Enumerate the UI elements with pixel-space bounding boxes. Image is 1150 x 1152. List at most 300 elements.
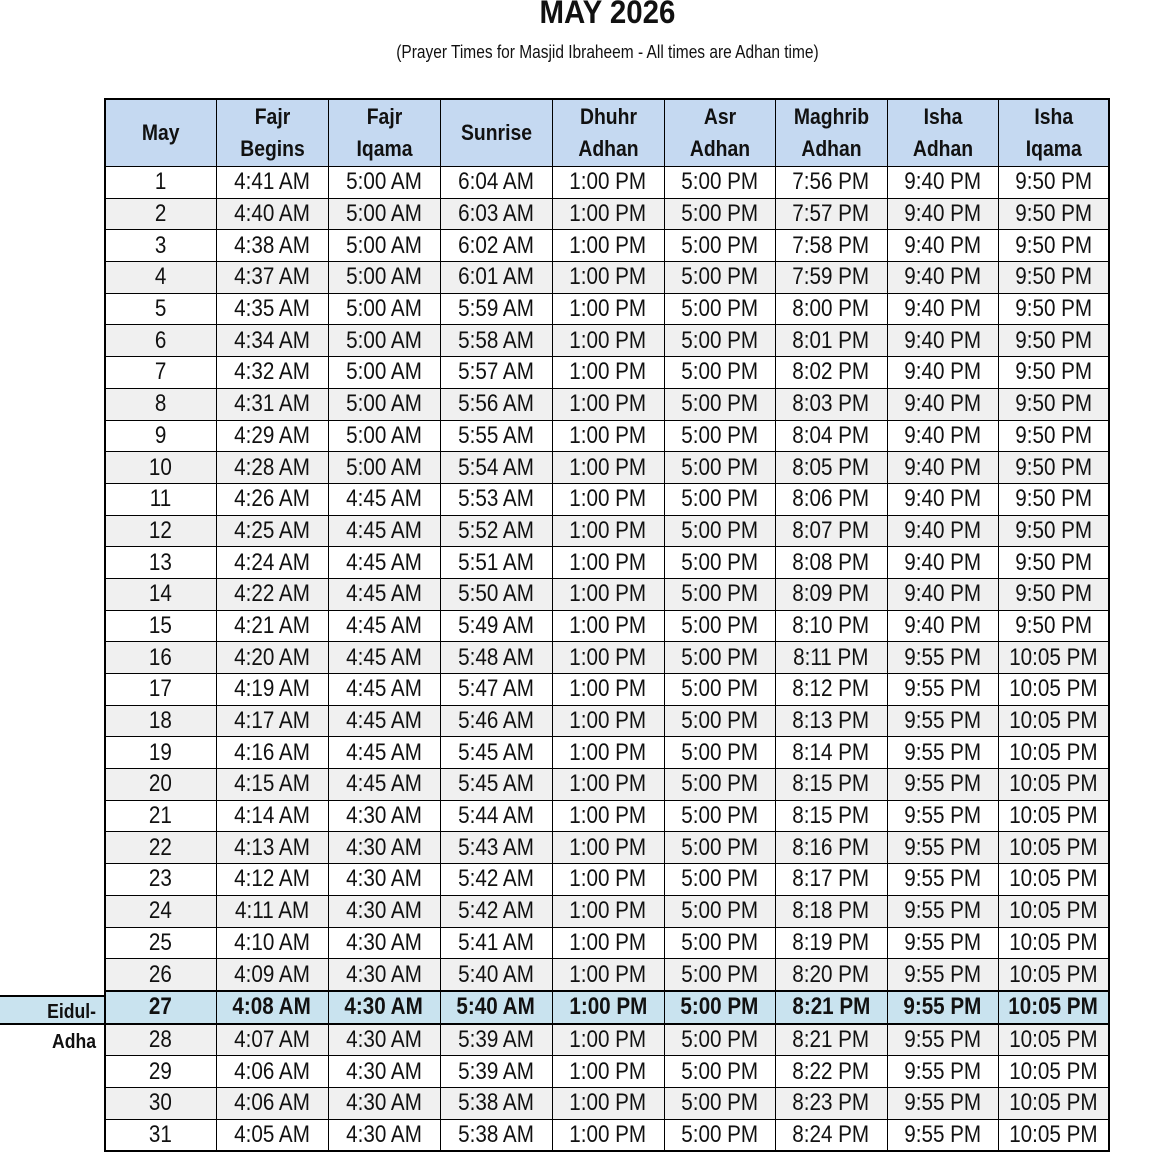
time-cell: 1:00 PM	[552, 737, 664, 769]
time-cell: 8:19 PM	[775, 927, 887, 959]
day-cell: 11	[105, 483, 216, 515]
time-cell: 1:00 PM	[552, 610, 664, 642]
time-cell: 4:08 AM	[216, 991, 328, 1024]
time-cell: 5:00 PM	[664, 357, 775, 389]
time-cell: 5:57 AM	[440, 357, 552, 389]
time-cell: 5:38 AM	[440, 1087, 552, 1119]
time-cell: 6:04 AM	[440, 167, 552, 199]
time-cell: 9:50 PM	[998, 547, 1109, 579]
time-cell: 9:50 PM	[998, 262, 1109, 294]
time-cell: 6:03 AM	[440, 198, 552, 230]
time-cell: 9:55 PM	[887, 832, 998, 864]
time-cell: 4:30 AM	[328, 959, 440, 991]
time-cell: 4:30 AM	[328, 832, 440, 864]
time-cell: 9:40 PM	[887, 420, 998, 452]
time-cell: 5:00 AM	[328, 262, 440, 294]
time-cell: 4:41 AM	[216, 167, 328, 199]
column-header-label: Iqama	[1025, 136, 1082, 161]
time-cell: 5:00 PM	[664, 1119, 775, 1151]
table-row	[105, 769, 1109, 801]
time-cell: 9:50 PM	[998, 388, 1109, 420]
time-cell: 4:09 AM	[216, 959, 328, 991]
time-cell: 4:30 AM	[328, 927, 440, 959]
time-cell: 5:00 PM	[664, 1024, 775, 1056]
time-cell: 9:50 PM	[998, 420, 1109, 452]
time-cell: 10:05 PM	[998, 800, 1109, 832]
time-cell: 10:05 PM	[998, 737, 1109, 769]
time-cell: 9:55 PM	[887, 769, 998, 801]
time-cell: 9:40 PM	[887, 515, 998, 547]
time-cell: 4:31 AM	[216, 388, 328, 420]
time-cell: 4:22 AM	[216, 578, 328, 610]
column-header	[664, 99, 775, 167]
day-cell: 3	[105, 230, 216, 262]
time-cell: 5:00 PM	[664, 769, 775, 801]
time-cell: 4:45 AM	[328, 705, 440, 737]
time-cell: 10:05 PM	[998, 1024, 1109, 1056]
time-cell: 4:10 AM	[216, 927, 328, 959]
time-cell: 4:30 AM	[328, 1024, 440, 1056]
time-cell: 1:00 PM	[552, 864, 664, 896]
time-cell: 10:05 PM	[998, 1119, 1109, 1151]
time-cell: 1:00 PM	[552, 357, 664, 389]
time-cell: 8:07 PM	[775, 515, 887, 547]
time-cell: 9:55 PM	[887, 864, 998, 896]
column-header-label: Maghrib	[793, 104, 869, 129]
day-cell: 27	[105, 991, 216, 1024]
time-cell: 5:00 PM	[664, 864, 775, 896]
time-cell: 5:00 PM	[664, 800, 775, 832]
time-cell: 5:56 AM	[440, 388, 552, 420]
table-row	[105, 547, 1109, 579]
table-row	[105, 325, 1109, 357]
time-cell: 9:50 PM	[998, 483, 1109, 515]
time-cell: 9:40 PM	[887, 357, 998, 389]
time-cell: 5:00 PM	[664, 642, 775, 674]
table-row	[105, 293, 1109, 325]
time-cell: 1:00 PM	[552, 674, 664, 706]
time-cell: 10:05 PM	[998, 927, 1109, 959]
table-row	[105, 388, 1109, 420]
time-cell: 5:00 PM	[664, 230, 775, 262]
time-cell: 9:50 PM	[998, 293, 1109, 325]
time-cell: 5:00 PM	[664, 610, 775, 642]
time-cell: 1:00 PM	[552, 1087, 664, 1119]
time-cell: 9:55 PM	[887, 991, 998, 1024]
time-cell: 4:45 AM	[328, 674, 440, 706]
time-cell: 1:00 PM	[552, 230, 664, 262]
time-cell: 4:45 AM	[328, 769, 440, 801]
time-cell: 4:45 AM	[328, 642, 440, 674]
table-row	[105, 483, 1109, 515]
time-cell: 5:00 AM	[328, 452, 440, 484]
time-cell: 4:38 AM	[216, 230, 328, 262]
time-cell: 4:13 AM	[216, 832, 328, 864]
time-cell: 5:42 AM	[440, 864, 552, 896]
time-cell: 5:00 PM	[664, 1087, 775, 1119]
table-row	[105, 1024, 1109, 1056]
time-cell: 4:05 AM	[216, 1119, 328, 1151]
time-cell: 5:45 AM	[440, 737, 552, 769]
time-cell: 8:23 PM	[775, 1087, 887, 1119]
table-row	[105, 420, 1109, 452]
table-body	[105, 167, 1109, 1152]
column-header	[887, 99, 998, 167]
day-cell: 12	[105, 515, 216, 547]
time-cell: 9:50 PM	[998, 198, 1109, 230]
day-cell: 2	[105, 198, 216, 230]
table-row	[105, 515, 1109, 547]
column-header-label: Sunrise	[460, 120, 532, 145]
column-header	[216, 99, 328, 167]
time-cell: 5:52 AM	[440, 515, 552, 547]
time-cell: 5:00 AM	[328, 167, 440, 199]
table-row	[105, 642, 1109, 674]
time-cell: 1:00 PM	[552, 293, 664, 325]
time-cell: 4:06 AM	[216, 1087, 328, 1119]
time-cell: 5:00 PM	[664, 293, 775, 325]
time-cell: 5:00 AM	[328, 293, 440, 325]
time-cell: 5:45 AM	[440, 769, 552, 801]
day-cell: 1	[105, 167, 216, 199]
time-cell: 1:00 PM	[552, 483, 664, 515]
time-cell: 9:55 PM	[887, 737, 998, 769]
table-row	[105, 705, 1109, 737]
table-row	[105, 610, 1109, 642]
day-cell: 15	[105, 610, 216, 642]
time-cell: 1:00 PM	[552, 515, 664, 547]
day-cell: 9	[105, 420, 216, 452]
time-cell: 4:30 AM	[328, 991, 440, 1024]
day-cell: 24	[105, 895, 216, 927]
time-cell: 5:00 AM	[328, 325, 440, 357]
time-cell: 5:40 AM	[440, 991, 552, 1024]
day-cell: 29	[105, 1056, 216, 1088]
time-cell: 5:00 PM	[664, 578, 775, 610]
time-cell: 9:40 PM	[887, 547, 998, 579]
table-row	[105, 1056, 1109, 1088]
day-cell: 21	[105, 800, 216, 832]
column-header	[998, 99, 1109, 167]
column-header-label: Adhan	[800, 136, 862, 161]
time-cell: 9:40 PM	[887, 167, 998, 199]
time-cell: 8:17 PM	[775, 864, 887, 896]
time-cell: 4:15 AM	[216, 769, 328, 801]
time-cell: 4:30 AM	[328, 864, 440, 896]
table-row	[105, 578, 1109, 610]
time-cell: 9:55 PM	[887, 895, 998, 927]
time-cell: 8:04 PM	[775, 420, 887, 452]
day-cell: 14	[105, 578, 216, 610]
time-cell: 5:46 AM	[440, 705, 552, 737]
time-cell: 10:05 PM	[998, 959, 1109, 991]
time-cell: 4:06 AM	[216, 1056, 328, 1088]
column-header-label: Fajr	[366, 104, 402, 129]
time-cell: 4:45 AM	[328, 547, 440, 579]
day-cell: 19	[105, 737, 216, 769]
day-cell: 25	[105, 927, 216, 959]
day-cell: 17	[105, 674, 216, 706]
time-cell: 5:38 AM	[440, 1119, 552, 1151]
time-cell: 7:57 PM	[775, 198, 887, 230]
column-header-label: Asr	[703, 104, 736, 129]
time-cell: 1:00 PM	[552, 800, 664, 832]
time-cell: 4:11 AM	[216, 895, 328, 927]
day-cell: 16	[105, 642, 216, 674]
table-header-row	[105, 99, 1109, 167]
time-cell: 1:00 PM	[552, 1024, 664, 1056]
table-row	[105, 452, 1109, 484]
time-cell: 4:29 AM	[216, 420, 328, 452]
column-header	[440, 99, 552, 167]
time-cell: 8:16 PM	[775, 832, 887, 864]
column-header-label: Iqama	[356, 136, 412, 161]
day-cell: 4	[105, 262, 216, 294]
time-cell: 5:00 PM	[664, 895, 775, 927]
time-cell: 10:05 PM	[998, 991, 1109, 1024]
column-header-label: Adhan	[577, 136, 639, 161]
time-cell: 1:00 PM	[552, 388, 664, 420]
time-cell: 4:45 AM	[328, 578, 440, 610]
time-cell: 1:00 PM	[552, 452, 664, 484]
table-row	[105, 832, 1109, 864]
time-cell: 9:55 PM	[887, 800, 998, 832]
time-cell: 1:00 PM	[552, 547, 664, 579]
time-cell: 4:24 AM	[216, 547, 328, 579]
time-cell: 4:40 AM	[216, 198, 328, 230]
column-header	[328, 99, 440, 167]
time-cell: 1:00 PM	[552, 578, 664, 610]
time-cell: 5:00 PM	[664, 959, 775, 991]
table-row	[105, 959, 1109, 991]
time-cell: 1:00 PM	[552, 769, 664, 801]
time-cell: 8:15 PM	[775, 769, 887, 801]
day-cell: 8	[105, 388, 216, 420]
time-cell: 1:00 PM	[552, 198, 664, 230]
time-cell: 1:00 PM	[552, 325, 664, 357]
eid-label: Eidul-Adha	[0, 995, 104, 1025]
time-cell: 8:20 PM	[775, 959, 887, 991]
column-header-label: Adhan	[689, 136, 750, 161]
time-cell: 4:14 AM	[216, 800, 328, 832]
page-subtitle: (Prayer Times for Masjid Ibraheem - All times are Adhan time)	[396, 42, 819, 62]
time-cell: 4:20 AM	[216, 642, 328, 674]
time-cell: 6:02 AM	[440, 230, 552, 262]
time-cell: 5:00 PM	[664, 325, 775, 357]
time-cell: 1:00 PM	[552, 991, 664, 1024]
time-cell: 4:30 AM	[328, 895, 440, 927]
time-cell: 4:28 AM	[216, 452, 328, 484]
time-cell: 9:55 PM	[887, 1087, 998, 1119]
time-cell: 10:05 PM	[998, 832, 1109, 864]
table-row	[105, 198, 1109, 230]
day-cell: 13	[105, 547, 216, 579]
time-cell: 9:40 PM	[887, 325, 998, 357]
time-cell: 9:50 PM	[998, 452, 1109, 484]
time-cell: 9:50 PM	[998, 357, 1109, 389]
time-cell: 9:40 PM	[887, 610, 998, 642]
time-cell: 5:48 AM	[440, 642, 552, 674]
column-header-label: May	[141, 120, 180, 145]
day-cell: 30	[105, 1087, 216, 1119]
time-cell: 9:40 PM	[887, 293, 998, 325]
time-cell: 5:00 PM	[664, 705, 775, 737]
time-cell: 5:00 PM	[664, 452, 775, 484]
time-cell: 5:00 AM	[328, 198, 440, 230]
time-cell: 5:39 AM	[440, 1056, 552, 1088]
time-cell: 10:05 PM	[998, 674, 1109, 706]
time-cell: 5:00 PM	[664, 927, 775, 959]
table-row	[105, 864, 1109, 896]
time-cell: 1:00 PM	[552, 705, 664, 737]
time-cell: 5:43 AM	[440, 832, 552, 864]
time-cell: 9:40 PM	[887, 262, 998, 294]
time-cell: 4:30 AM	[328, 1119, 440, 1151]
time-cell: 5:00 PM	[664, 547, 775, 579]
column-header	[105, 99, 216, 167]
time-cell: 7:59 PM	[775, 262, 887, 294]
time-cell: 5:00 AM	[328, 388, 440, 420]
time-cell: 4:25 AM	[216, 515, 328, 547]
time-cell: 4:12 AM	[216, 864, 328, 896]
column-header-label: Adhan	[912, 136, 973, 161]
time-cell: 9:55 PM	[887, 927, 998, 959]
time-cell: 4:16 AM	[216, 737, 328, 769]
table-row	[105, 1119, 1109, 1151]
table-row	[105, 800, 1109, 832]
time-cell: 1:00 PM	[552, 832, 664, 864]
day-cell: 23	[105, 864, 216, 896]
time-cell: 5:00 PM	[664, 515, 775, 547]
column-header-label: Isha	[923, 104, 962, 129]
time-cell: 5:49 AM	[440, 610, 552, 642]
time-cell: 9:55 PM	[887, 1056, 998, 1088]
time-cell: 5:00 PM	[664, 737, 775, 769]
day-cell: 28	[105, 1024, 216, 1056]
time-cell: 1:00 PM	[552, 642, 664, 674]
prayer-times-table	[104, 98, 1110, 1152]
time-cell: 8:11 PM	[775, 642, 887, 674]
column-header	[552, 99, 664, 167]
time-cell: 1:00 PM	[552, 895, 664, 927]
day-cell: 10	[105, 452, 216, 484]
time-cell: 9:55 PM	[887, 674, 998, 706]
time-cell: 9:55 PM	[887, 959, 998, 991]
time-cell: 8:18 PM	[775, 895, 887, 927]
time-cell: 10:05 PM	[998, 769, 1109, 801]
day-cell: 26	[105, 959, 216, 991]
time-cell: 4:45 AM	[328, 483, 440, 515]
table-row	[105, 927, 1109, 959]
time-cell: 8:21 PM	[775, 991, 887, 1024]
time-cell: 4:19 AM	[216, 674, 328, 706]
time-cell: 10:05 PM	[998, 642, 1109, 674]
time-cell: 4:45 AM	[328, 610, 440, 642]
time-cell: 5:51 AM	[440, 547, 552, 579]
column-header-label: Dhuhr	[579, 104, 637, 129]
time-cell: 10:05 PM	[998, 1087, 1109, 1119]
time-cell: 8:01 PM	[775, 325, 887, 357]
time-cell: 8:14 PM	[775, 737, 887, 769]
table-row	[105, 357, 1109, 389]
time-cell: 1:00 PM	[552, 262, 664, 294]
table-row	[105, 674, 1109, 706]
time-cell: 5:59 AM	[440, 293, 552, 325]
time-cell: 9:40 PM	[887, 483, 998, 515]
time-cell: 4:37 AM	[216, 262, 328, 294]
time-cell: 5:00 AM	[328, 230, 440, 262]
time-cell: 5:55 AM	[440, 420, 552, 452]
time-cell: 8:22 PM	[775, 1056, 887, 1088]
time-cell: 5:40 AM	[440, 959, 552, 991]
time-cell: 8:02 PM	[775, 357, 887, 389]
time-cell: 4:07 AM	[216, 1024, 328, 1056]
time-cell: 9:55 PM	[887, 642, 998, 674]
time-cell: 7:58 PM	[775, 230, 887, 262]
time-cell: 5:00 AM	[328, 357, 440, 389]
time-cell: 6:01 AM	[440, 262, 552, 294]
time-cell: 8:08 PM	[775, 547, 887, 579]
day-cell: 31	[105, 1119, 216, 1151]
time-cell: 9:40 PM	[887, 230, 998, 262]
time-cell: 8:12 PM	[775, 674, 887, 706]
column-header-label: Fajr	[254, 104, 290, 129]
table-row	[105, 991, 1109, 1024]
table-row	[105, 262, 1109, 294]
time-cell: 4:34 AM	[216, 325, 328, 357]
time-cell: 4:35 AM	[216, 293, 328, 325]
time-cell: 7:56 PM	[775, 167, 887, 199]
day-cell: 5	[105, 293, 216, 325]
day-cell: 22	[105, 832, 216, 864]
time-cell: 4:32 AM	[216, 357, 328, 389]
time-cell: 1:00 PM	[552, 1056, 664, 1088]
time-cell: 8:21 PM	[775, 1024, 887, 1056]
time-cell: 5:00 PM	[664, 483, 775, 515]
time-cell: 5:39 AM	[440, 1024, 552, 1056]
day-cell: 7	[105, 357, 216, 389]
time-cell: 9:50 PM	[998, 325, 1109, 357]
time-cell: 9:50 PM	[998, 515, 1109, 547]
time-cell: 5:00 PM	[664, 167, 775, 199]
time-cell: 1:00 PM	[552, 927, 664, 959]
time-cell: 4:17 AM	[216, 705, 328, 737]
time-cell: 4:30 AM	[328, 1087, 440, 1119]
table-row	[105, 1087, 1109, 1119]
time-cell: 9:40 PM	[887, 198, 998, 230]
time-cell: 9:40 PM	[887, 452, 998, 484]
time-cell: 4:45 AM	[328, 737, 440, 769]
time-cell: 5:42 AM	[440, 895, 552, 927]
time-cell: 10:05 PM	[998, 705, 1109, 737]
time-cell: 8:06 PM	[775, 483, 887, 515]
time-cell: 5:00 PM	[664, 262, 775, 294]
time-cell: 8:00 PM	[775, 293, 887, 325]
table-row	[105, 895, 1109, 927]
table-row	[105, 167, 1109, 199]
time-cell: 9:50 PM	[998, 578, 1109, 610]
day-cell: 18	[105, 705, 216, 737]
time-cell: 8:10 PM	[775, 610, 887, 642]
time-cell: 5:00 PM	[664, 832, 775, 864]
time-cell: 5:58 AM	[440, 325, 552, 357]
time-cell: 4:26 AM	[216, 483, 328, 515]
time-cell: 5:00 PM	[664, 1056, 775, 1088]
time-cell: 1:00 PM	[552, 167, 664, 199]
time-cell: 5:47 AM	[440, 674, 552, 706]
column-header	[775, 99, 887, 167]
time-cell: 8:09 PM	[775, 578, 887, 610]
